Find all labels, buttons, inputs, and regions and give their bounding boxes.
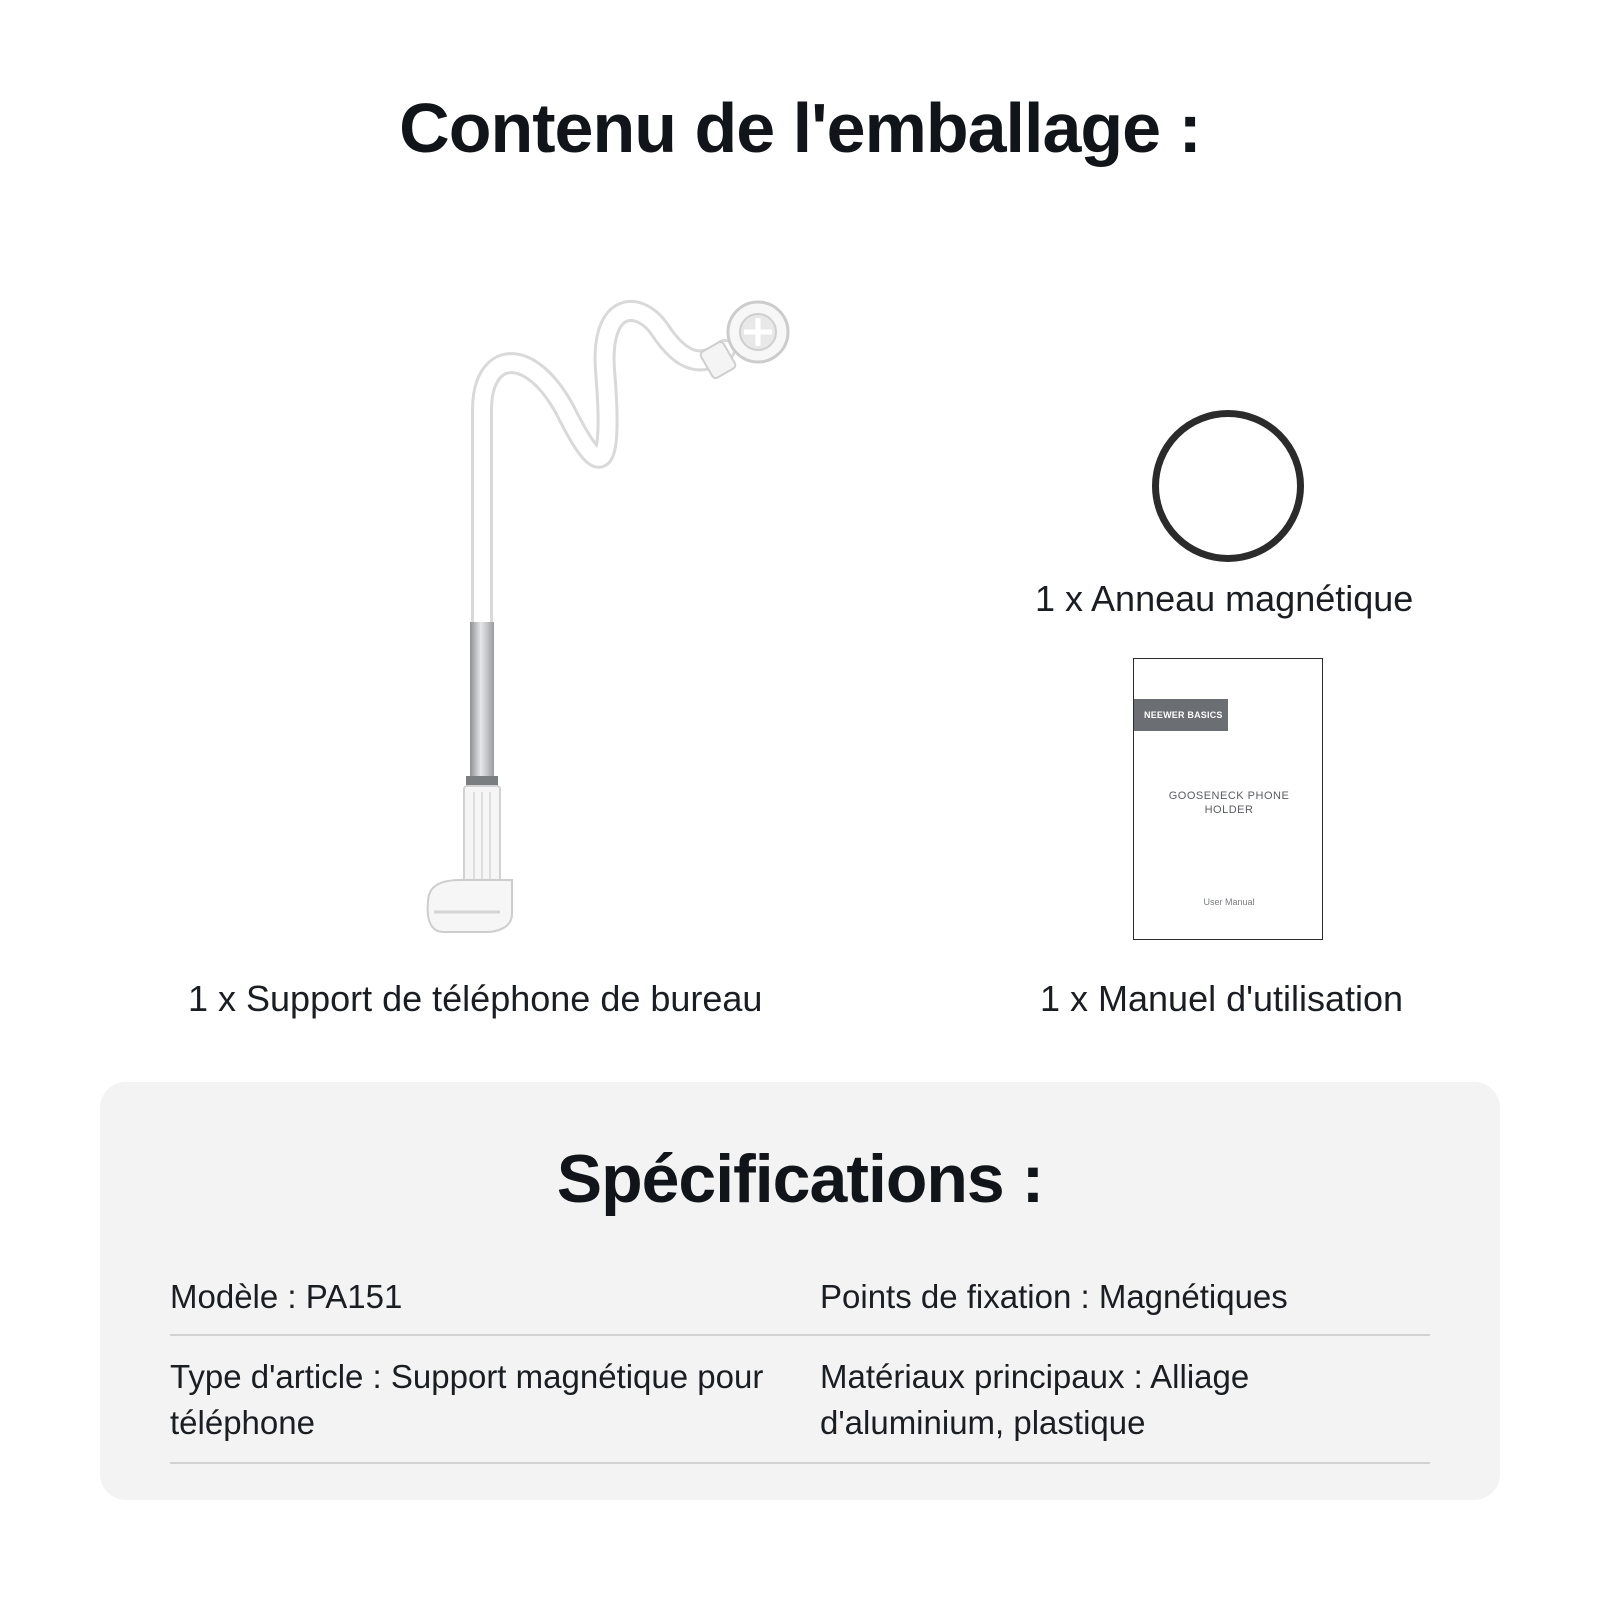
spec-materials: Matériaux principaux : Alliage d'aluminium, plastique bbox=[820, 1358, 1250, 1441]
gooseneck-holder-image bbox=[400, 290, 800, 950]
user-manual-image bbox=[1133, 658, 1323, 940]
specifications-title: Spécifications : bbox=[556, 1141, 1044, 1217]
magnetic-ring-image bbox=[1152, 410, 1304, 562]
spec-attachment: Points de fixation : Magnétiques bbox=[820, 1278, 1288, 1315]
manual-caption: 1 x Manuel d'utilisation bbox=[1040, 978, 1404, 1019]
spec-divider bbox=[170, 1334, 1430, 1336]
manual-brand: NEEWER BASICS bbox=[1134, 699, 1228, 731]
manual-product-title: GOOSENECK PHONE HOLDER bbox=[1168, 790, 1290, 816]
spec-divider bbox=[170, 1462, 1430, 1464]
specifications-panel bbox=[100, 1082, 1500, 1500]
spec-model: Modèle : PA151 bbox=[170, 1278, 403, 1315]
spec-item-type: Type d'article : Support magnétique pour téléphone bbox=[170, 1358, 764, 1441]
page-title: Contenu de l'emballage : bbox=[399, 89, 1201, 167]
ring-caption: 1 x Anneau magnétique bbox=[1035, 578, 1414, 619]
holder-caption: 1 x Support de téléphone de bureau bbox=[188, 978, 763, 1019]
manual-subtitle: User Manual bbox=[1203, 897, 1255, 907]
